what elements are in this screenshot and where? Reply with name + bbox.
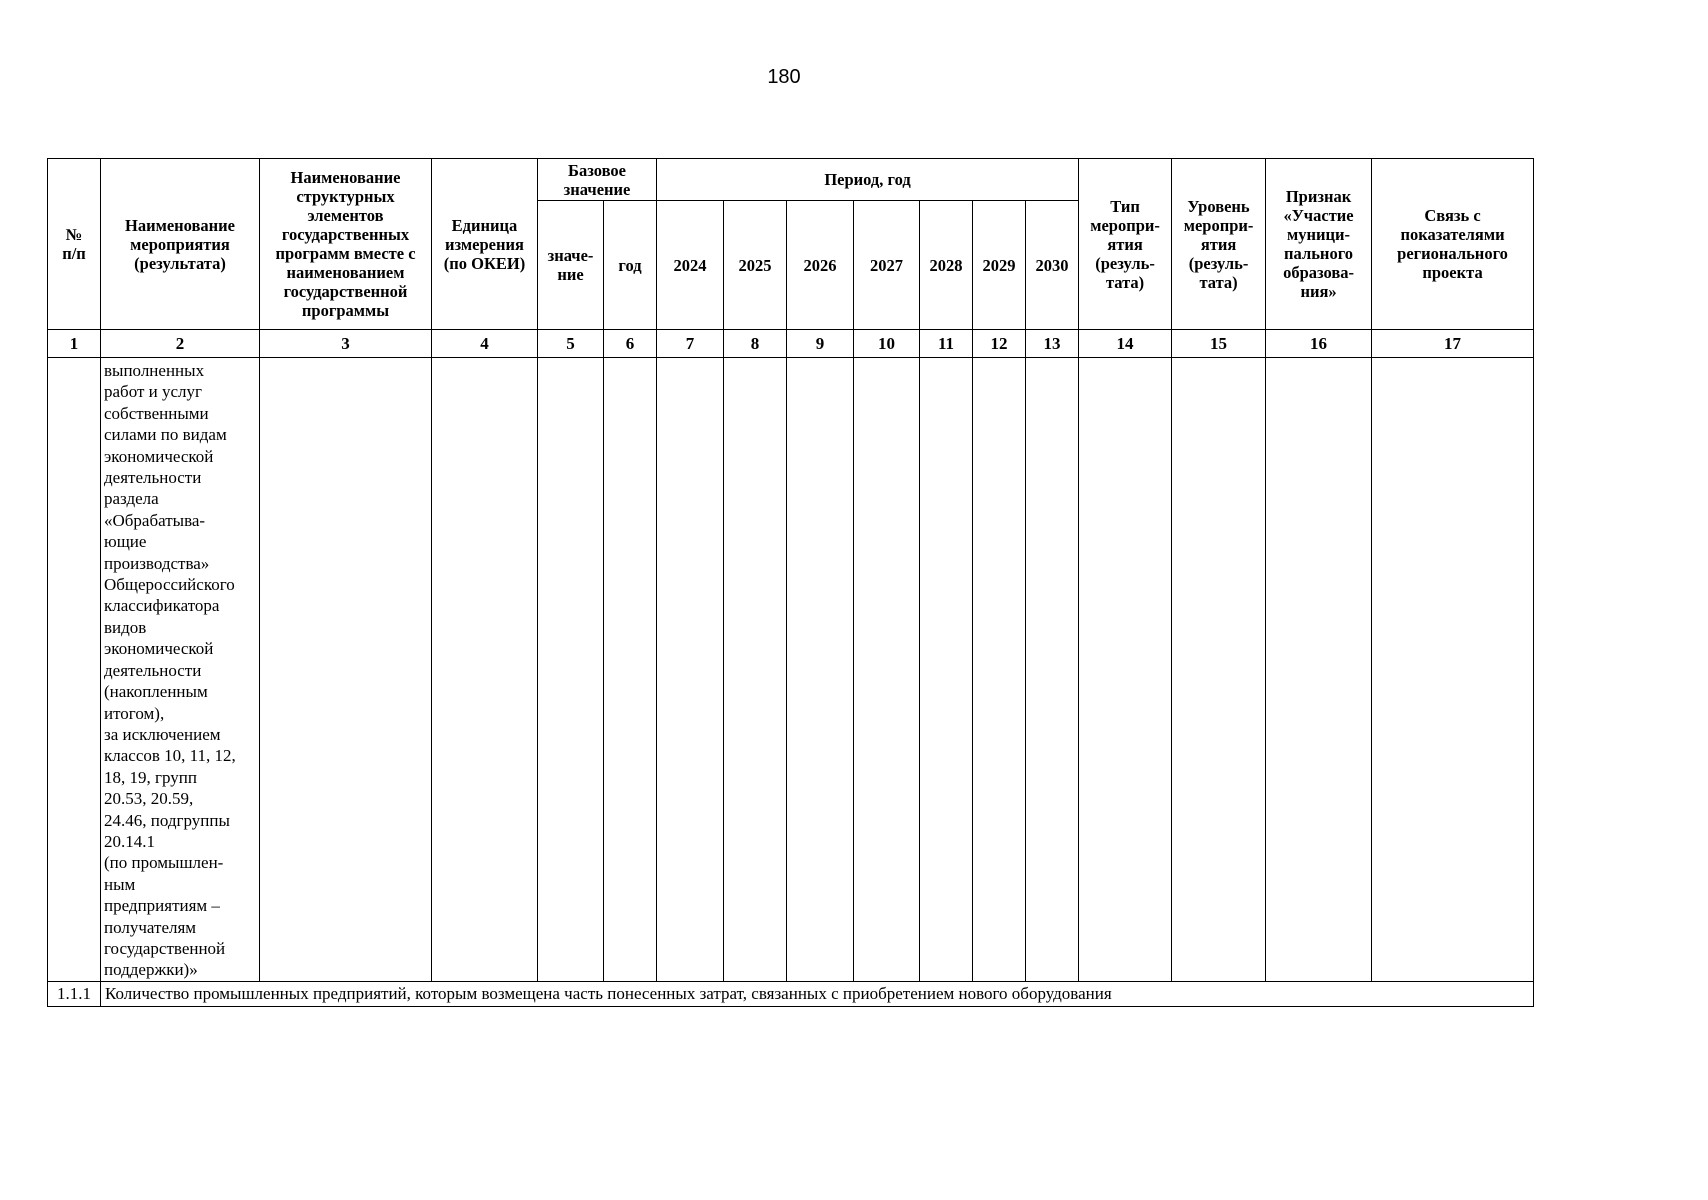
column-number: 5 bbox=[538, 330, 604, 358]
column-number: 10 bbox=[854, 330, 920, 358]
indicator-row bbox=[48, 981, 1534, 1006]
table-cell bbox=[787, 358, 854, 982]
table-cell bbox=[1372, 358, 1534, 982]
column-number: 6 bbox=[604, 330, 657, 358]
column-number-row bbox=[48, 330, 1534, 358]
events-table bbox=[47, 158, 1534, 1007]
header-year: 2027 bbox=[854, 201, 920, 330]
header-year: 2030 bbox=[1026, 201, 1079, 330]
header-unit: Единица измерения (по ОКЕИ) bbox=[432, 159, 538, 330]
table-cell bbox=[48, 358, 101, 982]
header-year: 2024 bbox=[657, 201, 724, 330]
header-row-top bbox=[48, 159, 1534, 201]
table-cell bbox=[1266, 358, 1372, 982]
page-number: 180 bbox=[767, 66, 801, 88]
header-event-type: Тип меропри-ятия (резуль-тата) bbox=[1079, 159, 1172, 330]
table-cell bbox=[973, 358, 1026, 982]
header-municipal-sign: Признак «Участие муници-пального образова-ния» bbox=[1266, 159, 1372, 330]
table-cell bbox=[260, 358, 432, 982]
column-number: 8 bbox=[724, 330, 787, 358]
table-cell bbox=[920, 358, 973, 982]
indicator-number: 1.1.1 bbox=[48, 981, 101, 1006]
table-cell bbox=[1026, 358, 1079, 982]
header-num: № п/п bbox=[48, 159, 101, 330]
table-cell bbox=[724, 358, 787, 982]
table-cell bbox=[604, 358, 657, 982]
column-number: 14 bbox=[1079, 330, 1172, 358]
column-number: 3 bbox=[260, 330, 432, 358]
column-number: 13 bbox=[1026, 330, 1079, 358]
column-number: 17 bbox=[1372, 330, 1534, 358]
table-cell bbox=[1079, 358, 1172, 982]
table-cell bbox=[538, 358, 604, 982]
header-period: Период, год bbox=[657, 159, 1079, 201]
header-base-year-sub: год bbox=[604, 201, 657, 330]
column-number: 15 bbox=[1172, 330, 1266, 358]
header-year: 2029 bbox=[973, 201, 1026, 330]
continued-description-cell: выполненных работ и услуг собственными силами по видам экономической деятельности раздела «Обрабатыва- ющие производства» Общероссийского классификатора видов экономической деятельности (накопленным итогом), за исключением классов 10, 11, 12, 18, 19, групп 20.53, 20.59, 24.46, подгруппы 20.14.1 (по промышлен- ным предприятиям – получателям государственной поддержки)» bbox=[101, 358, 260, 982]
table-cell bbox=[432, 358, 538, 982]
column-number: 11 bbox=[920, 330, 973, 358]
column-number: 16 bbox=[1266, 330, 1372, 358]
column-number: 2 bbox=[101, 330, 260, 358]
header-event-level: Уровень меропри-ятия (резуль-тата) bbox=[1172, 159, 1266, 330]
column-number: 4 bbox=[432, 330, 538, 358]
column-number: 12 bbox=[973, 330, 1026, 358]
header-year: 2025 bbox=[724, 201, 787, 330]
header-year: 2028 bbox=[920, 201, 973, 330]
header-struct-elements: Наименование структурных элементов государственных программ вместе с наименованием государственной программы bbox=[260, 159, 432, 330]
header-year: 2026 bbox=[787, 201, 854, 330]
table-cell bbox=[854, 358, 920, 982]
header-base-value-sub: значе- ние bbox=[538, 201, 604, 330]
column-number: 1 bbox=[48, 330, 101, 358]
table-cell bbox=[1172, 358, 1266, 982]
column-number: 9 bbox=[787, 330, 854, 358]
header-base-value: Базовое значение bbox=[538, 159, 657, 201]
header-regional-link: Связь с показателями регионального проекта bbox=[1372, 159, 1534, 330]
table-cell bbox=[657, 358, 724, 982]
column-number: 7 bbox=[657, 330, 724, 358]
table-row bbox=[48, 358, 1534, 982]
indicator-text: Количество промышленных предприятий, которым возмещена часть понесенных затрат, связанных с приобретением нового оборудования bbox=[101, 981, 1534, 1006]
header-event-name: Наименование мероприятия (результата) bbox=[101, 159, 260, 330]
